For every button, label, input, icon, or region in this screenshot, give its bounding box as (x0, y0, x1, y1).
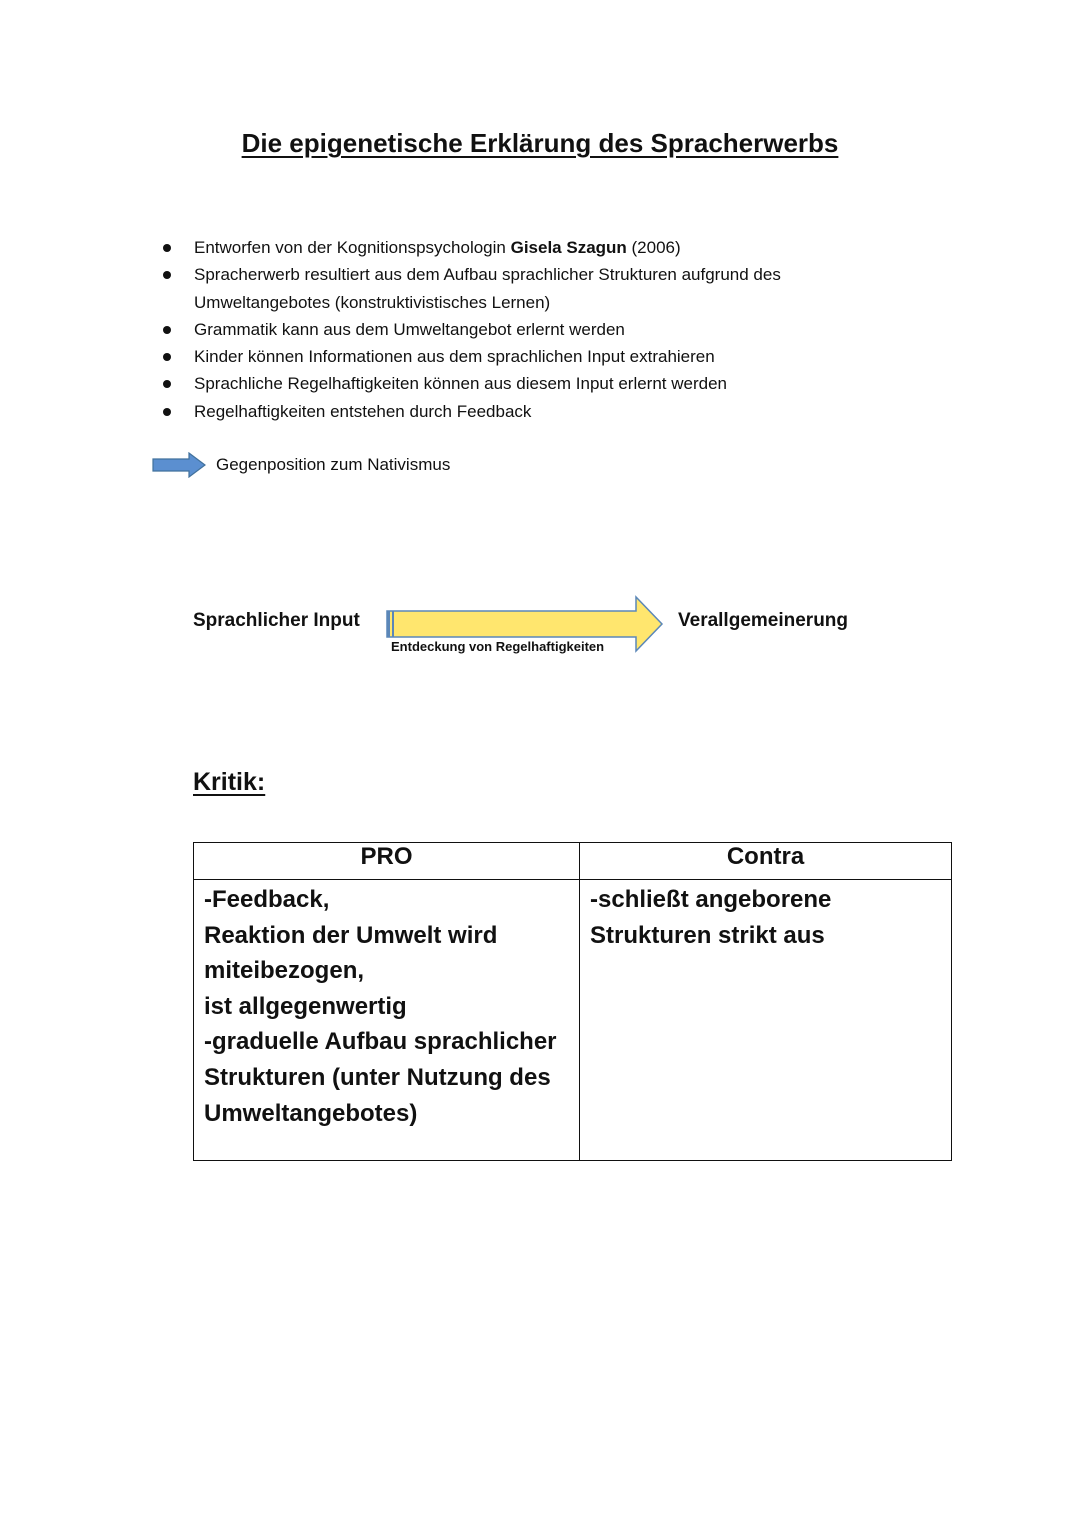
pro-header: PRO (194, 843, 580, 880)
list-item: Regelhaftigkeiten entstehen durch Feedback (160, 398, 860, 425)
list-item: Spracherwerb resultiert aus dem Aufbau sprachlicher Strukturen aufgrund des Umweltangebotes (konstruktivistisches Lernen) (160, 261, 860, 316)
page-title: Die epigenetische Erklärung des Spracherwerbs (241, 128, 839, 158)
list-item: Entworfen von der Kognitionspsychologin Gisela Szagun (2006) (160, 234, 860, 261)
pro-text: -Feedback, Reaktion der Umwelt wird miteibezogen, ist allgegenwertig -graduelle Aufbau sprachlicher Strukturen (unter Nutzung des Umweltangebotes) (204, 886, 557, 1127)
conclusion-text: Gegenposition zum Nativismus (216, 455, 451, 474)
bullet-dot-icon (163, 408, 171, 416)
contra-cell (580, 880, 952, 1161)
list-item: Sprachliche Regelhaftigkeiten können aus diesem Input erlernt werden (160, 370, 860, 397)
conclusion-row (152, 451, 450, 479)
kritik-heading: Kritik: (193, 768, 266, 796)
flow-start-label: Sprachlicher Input (193, 610, 360, 631)
bullet-dot-icon (163, 326, 171, 334)
bullet-list (160, 234, 860, 425)
bullet-dot-icon (163, 380, 171, 388)
right-arrow-icon (152, 452, 206, 478)
table-row (194, 880, 952, 1161)
pro-cell (194, 880, 580, 1161)
table-header-row (194, 843, 952, 880)
list-item: Grammatik kann aus dem Umweltangebot erlernt werden (160, 316, 860, 343)
flow-diagram (0, 590, 1080, 670)
flow-caption: Entdeckung von Regelhaftigkeiten (391, 639, 605, 654)
bullet-dot-icon (163, 271, 171, 279)
bullet-dot-icon (163, 353, 171, 361)
list-item: Kinder können Informationen aus dem sprachlichen Input extrahieren (160, 343, 860, 370)
contra-header: Contra (580, 843, 952, 880)
kritik-table (193, 842, 952, 1161)
flow-end-label: Verallgemeinerung (678, 610, 849, 631)
contra-text: -schließt angeborene Strukturen strikt aus (590, 886, 832, 949)
author-name: Gisela Szagun (510, 238, 627, 257)
bullet-dot-icon (163, 244, 171, 252)
